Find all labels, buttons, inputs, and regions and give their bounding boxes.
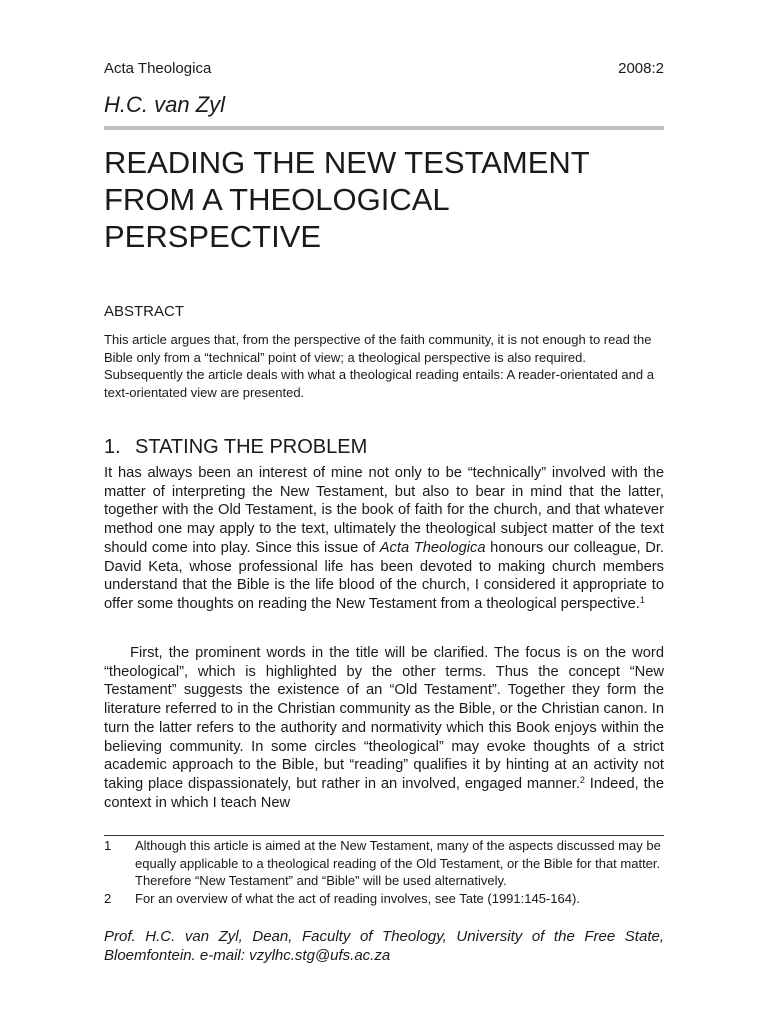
issue-number: 2008:2 [618,60,664,77]
footnote-text: For an overview of what the act of reading involves, see Tate (1991:145-164). [135,890,580,906]
footnote-2 [104,890,664,908]
footnote-number: 2 [104,890,112,906]
journal-title-italic: Acta Theologica [379,539,486,556]
footnote-text: Although this article is aimed at the New Testament, many of the aspects discussed may be equally applicable to a theological reading of the Old Testament, or the Bible for that matter. Therefore “New Testament” and “Bible” will be used alternatively. [135,838,661,888]
author-name: H.C. van Zyl [104,92,226,117]
author-affiliation: Prof. H.C. van Zyl, Dean, Faculty of Theology, University of the Free State, Bloemfontein. e-mail: vzylhc.stg@ufs.ac.za [104,928,664,964]
title-line-2: FROM A THEOLOGICAL [104,182,450,217]
paragraph-2-text-b: Indeed, the context in which I teach New [104,775,664,811]
footnote-ref-1[interactable]: 1 [639,594,645,605]
abstract-text: This article argues that, from the perspective of the faith community, it is not enough to read the Bible only from a “technical” point of view; a theological perspective is also required. Subsequently the article deals with what a theological reading entails: A reader-orientated and a text-orientated view are presented. [104,332,654,401]
footnote-ref-2[interactable]: 2 [579,774,585,785]
footnotes [104,837,664,907]
paragraph-1-text-a: It has always been an interest of mine not only to be “technically” involved with the matter of interpreting the New Testament, but also to bear in mind that the latter, together with the Old Testament, is the book of faith for the church, and that whatever method one may apply to the text, ultimately the theological subject matter of the text should come into play. Since this issue of [104,465,664,556]
body-paragraph-2 [104,644,664,812]
abstract-heading: ABSTRACT [104,303,185,320]
footnote-number: 1 [104,838,112,853]
journal-name: Acta Theologica [104,60,212,77]
section-title: STATING THE PROBLEM [135,436,368,458]
section-heading [104,436,367,459]
paragraph-1-text-b: honours our colleague, Dr. David Keta, whose professional life has been devoted to making church members understand that the Bible is the life blood of the church, I considered it appropriate to offer some thoughts on reading the New Testament from a theological perspective. [104,539,665,612]
body-paragraph-1 [104,464,664,614]
section-number: 1. [104,436,121,458]
title-line-3: PERSPECTIVE [104,219,322,254]
article-title [104,144,664,255]
paragraph-2-text-a: First, the prominent words in the title will be clarified. The focus is on the word “theological”, which is highlighted by the other terms. Thus the concept “New Testament” suggests the existence of an “Old Testament”. Together they form the literature referred to in the Christian community as the Bible, or the Christian canon. In turn the latter refers to the authority and normativity which this Book enjoys within the believing community. In some circles “theological” may evoke thoughts of a strict academic approach to the Bible, but “reading” qualifies it by hinting at an activity not taking place dispassionately, but rather in an involved, engaged manner. [104,645,664,792]
title-line-1: READING THE NEW TESTAMENT [104,145,590,180]
footnote-1 [104,837,664,890]
footnote-divider [104,835,664,836]
title-divider [104,126,664,130]
